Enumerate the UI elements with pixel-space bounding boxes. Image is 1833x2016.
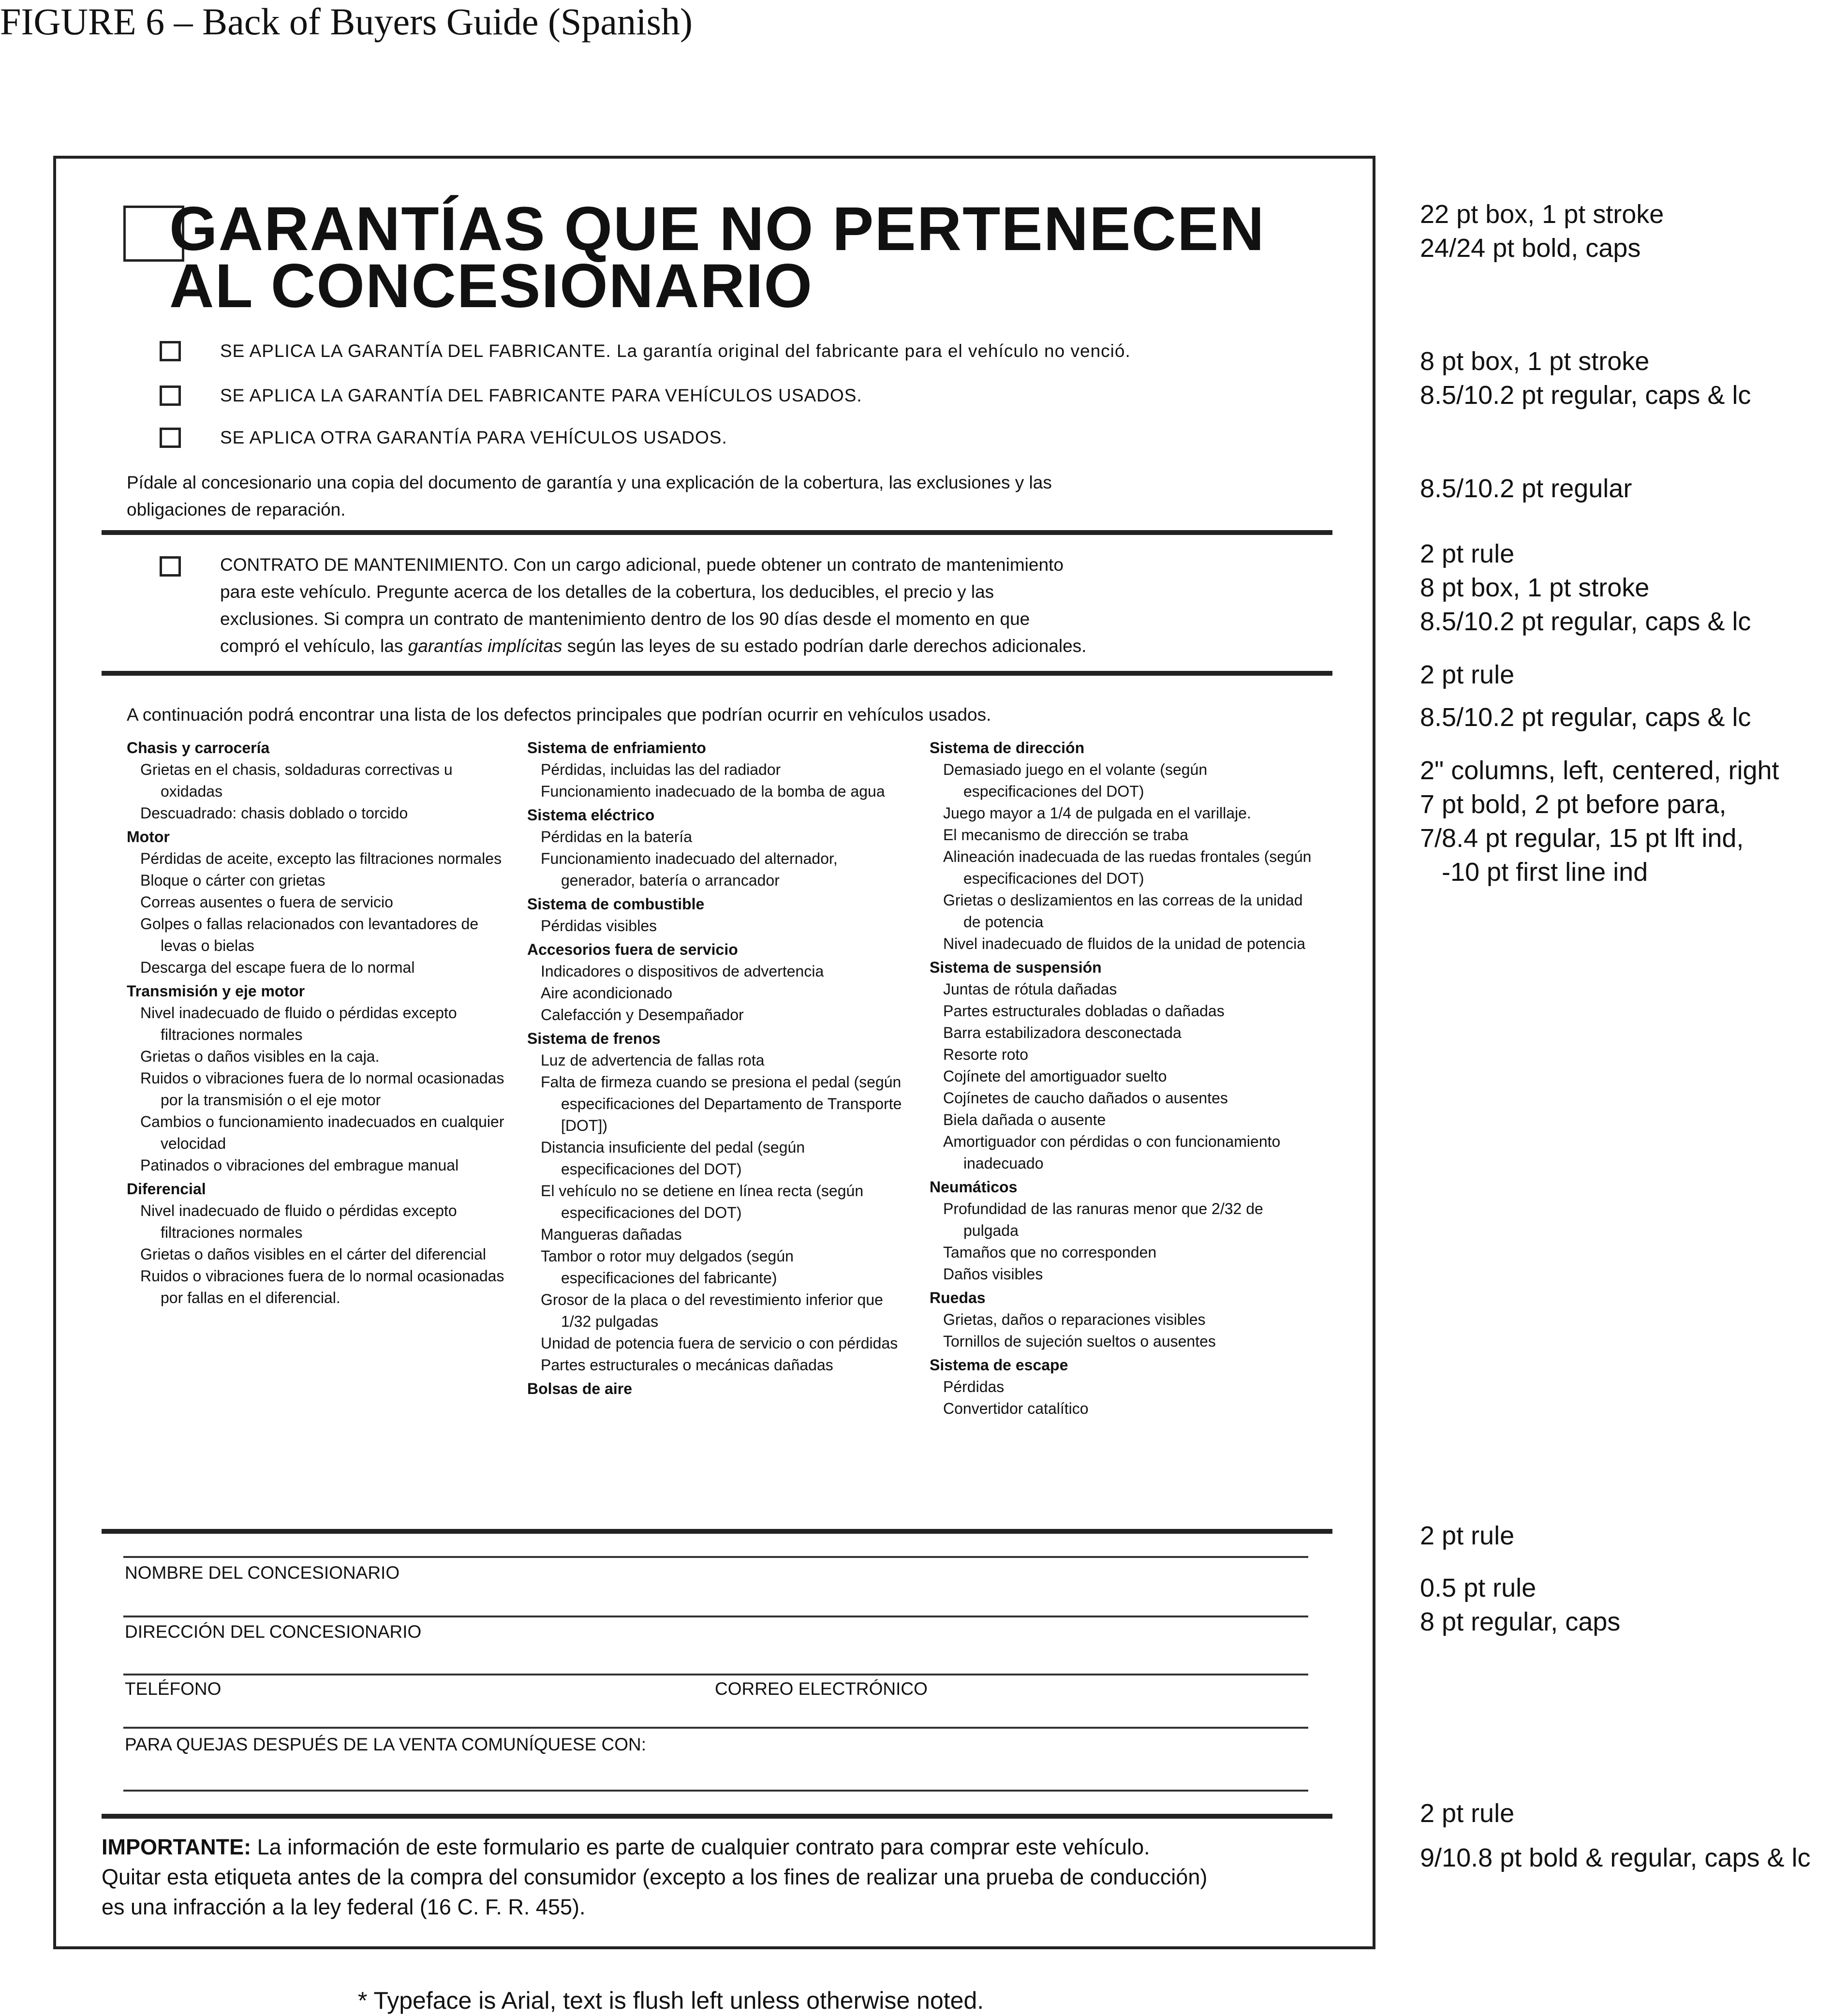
defect-item: Descuadrado: chasis doblado o torcido — [140, 804, 408, 822]
phone-label: TELÉFONO — [125, 1679, 222, 1699]
defect-item: Ruidos o vibraciones fuera de lo normal ocasionadas por la transmisión o el eje motor — [140, 1069, 504, 1109]
defect-section — [527, 737, 909, 802]
defect-item: El vehículo no se detiene en línea recta (según especificaciones del DOT) — [541, 1182, 864, 1221]
spec-note: -10 pt first line ind — [1420, 858, 1648, 887]
defect-section-title: Diferencial — [127, 1180, 206, 1198]
spec-note-heading — [1420, 197, 1833, 265]
defect-section — [127, 980, 509, 1176]
ask-line1: Pídale al concesionario una copia del documento de garantía y una explicación de la cobertura, las exclusiones y las — [127, 473, 1052, 492]
defect-item: Biela dañada o ausente — [943, 1111, 1106, 1128]
used-vehicle-manufacturer-warranty-label: SE APLICA LA GARANTÍA DEL FABRICANTE PARA VEHÍCULOS USADOS. — [220, 385, 862, 405]
defect-item: Alineación inadecuada de las ruedas frontales (según especificaciones del DOT) — [943, 848, 1312, 887]
spec-note: 8 pt regular, caps — [1420, 1607, 1621, 1636]
defect-item: Grietas en el chasis, soldaduras correctivas u oxidadas — [140, 761, 453, 800]
defect-item: Barra estabilizadora desconectada — [943, 1024, 1182, 1041]
used-vehicle-manufacturer-warranty-checkbox[interactable] — [160, 385, 181, 406]
defect-section — [930, 1176, 1312, 1285]
dealer-name-label: NOMBRE DEL CONCESIONARIO — [125, 1563, 400, 1583]
defect-item: Patinados o vibraciones del embrague manual — [140, 1156, 459, 1174]
defect-item: Correas ausentes o fuera de servicio — [140, 893, 393, 911]
defect-item: Resorte roto — [943, 1046, 1029, 1063]
defect-item: Grietas o daños visibles en la caja. — [140, 1048, 380, 1065]
defect-section-title: Ruedas — [930, 1289, 986, 1306]
defect-item: Indicadores o dispositivos de advertencia — [541, 963, 824, 980]
defect-section — [527, 939, 909, 1026]
important-line3: es una infracción a la ley federal (16 C. F. R. 455). — [102, 1895, 586, 1919]
field-rule — [123, 1556, 1308, 1558]
defect-item: Tornillos de sujeción sueltos o ausentes — [943, 1333, 1216, 1350]
divider-rule — [102, 530, 1332, 535]
page-title — [169, 194, 1265, 321]
spec-note: 9/10.8 pt bold & regular, caps & lc — [1420, 1843, 1811, 1872]
spec-note: 8.5/10.2 pt regular, caps & lc — [1420, 381, 1751, 410]
defect-section — [127, 737, 509, 824]
defect-section — [930, 1287, 1312, 1352]
defect-item: Cojínete del amortiguador suelto — [943, 1067, 1167, 1085]
defect-item: Pérdidas visibles — [541, 917, 657, 934]
defect-section — [930, 737, 1312, 955]
spec-note: 2 pt rule — [1420, 1521, 1515, 1550]
important-label: IMPORTANTE: — [102, 1835, 251, 1859]
defect-item: Funcionamiento inadecuado de la bomba de agua — [541, 783, 885, 800]
service-contract-line4-start: compró el vehículo, las — [220, 636, 408, 656]
spec-note-fields — [1420, 1571, 1833, 1639]
divider-rule — [102, 671, 1332, 676]
email-label: CORREO ELECTRÓNICO — [715, 1679, 928, 1699]
spec-note-important — [1420, 1841, 1833, 1875]
important-line1 — [102, 1832, 1340, 1862]
spec-note: 8 pt box, 1 pt stroke — [1420, 573, 1650, 602]
defect-section — [930, 957, 1312, 1174]
manufacturer-warranty-checkbox[interactable] — [160, 341, 181, 361]
defect-item: Pérdidas en la batería — [541, 828, 693, 845]
spec-note-columns — [1420, 754, 1833, 889]
defect-item: Convertidor catalítico — [943, 1400, 1089, 1417]
defect-section — [527, 1378, 909, 1400]
defect-item: Amortiguador con pérdidas o con funcionamiento inadecuado — [943, 1133, 1281, 1172]
defect-item: Partes estructurales o mecánicas dañadas — [541, 1356, 833, 1374]
defect-item: Partes estructurales dobladas o dañadas — [943, 1002, 1225, 1020]
service-contract-line1: CONTRATO DE MANTENIMIENTO. Con un cargo adicional, puede obtener un contrato de mantenimiento — [220, 555, 1064, 575]
figure-title: FIGURE 6 – Back of Buyers Guide (Spanish) — [0, 0, 693, 43]
defect-section-title: Sistema de frenos — [527, 1030, 661, 1047]
defect-item: Tamaños que no corresponden — [943, 1244, 1157, 1261]
defect-item: El mecanismo de dirección se traba — [943, 826, 1188, 844]
important-line1-text: La información de este formulario es parte de cualquier contrato para comprar este vehículo. — [251, 1835, 1150, 1859]
spec-note: 7 pt bold, 2 pt before para, — [1420, 790, 1727, 819]
defect-item: Daños visibles — [943, 1265, 1043, 1283]
defect-item: Calefacción y Desempañador — [541, 1006, 744, 1023]
spec-note-rule — [1420, 1519, 1833, 1553]
defect-item: Cojínetes de caucho dañados o ausentes — [943, 1089, 1228, 1107]
spec-note: 2 pt rule — [1420, 1799, 1515, 1828]
defect-item: Distancia insuficiente del pedal (según especificaciones del DOT) — [541, 1139, 805, 1178]
defect-section — [127, 1178, 509, 1309]
defect-item: Profundidad de las ranuras menor que 2/32 de pulgada — [943, 1200, 1263, 1239]
defect-section-title: Sistema de combustible — [527, 895, 705, 913]
complaints-contact-label: PARA QUEJAS DESPUÉS DE LA VENTA COMUNÍQUESE CON: — [125, 1734, 647, 1754]
defect-item: Pérdidas de aceite, excepto las filtraciones normales — [140, 850, 502, 867]
defect-item: Descarga del escape fuera de lo normal — [140, 959, 415, 976]
spec-note: 24/24 pt bold, caps — [1420, 234, 1641, 263]
dealer-name-field[interactable] — [123, 1616, 1308, 1617]
defect-item: Juego mayor a 1/4 de pulgada en el varillaje. — [943, 804, 1251, 822]
defect-item: Demasiado juego en el volante (según especificaciones del DOT) — [943, 761, 1208, 800]
defect-item: Grietas, daños o reparaciones visibles — [943, 1311, 1206, 1328]
spec-note: 22 pt box, 1 pt stroke — [1420, 200, 1664, 229]
spec-note-intro — [1420, 700, 1833, 734]
complaints-contact-field[interactable] — [123, 1790, 1308, 1792]
defect-item: Pérdidas — [943, 1378, 1005, 1395]
spec-note-service-contract — [1420, 537, 1833, 638]
defect-item: Nivel inadecuado de fluidos de la unidad de potencia — [943, 935, 1305, 952]
ask-line2: obligaciones de reparación. — [127, 500, 346, 519]
defect-section-title: Chasis y carrocería — [127, 739, 270, 756]
defect-item: Nivel inadecuado de fluido o pérdidas excepto filtraciones normales — [140, 1004, 457, 1043]
defect-section-title: Neumáticos — [930, 1178, 1018, 1196]
defects-column-left — [127, 735, 509, 1309]
service-contract-line4-end: según las leyes de su estado podrían darle derechos adicionales. — [562, 636, 1087, 656]
defect-item: Aire acondicionado — [541, 984, 673, 1002]
defect-section-title: Sistema de escape — [930, 1356, 1068, 1374]
defect-item: Cambios o funcionamiento inadecuados en cualquier velocidad — [140, 1113, 504, 1152]
typeface-footnote: * Typeface is Arial, text is flush left unless otherwise noted. — [358, 1987, 984, 2014]
service-contract-line4 — [220, 633, 1332, 660]
defect-section-title: Sistema eléctrico — [527, 806, 655, 824]
defect-section — [527, 804, 909, 891]
defect-section — [930, 1354, 1312, 1420]
dealer-address-label: DIRECCIÓN DEL CONCESIONARIO — [125, 1622, 422, 1642]
defect-section-title: Sistema de suspensión — [930, 959, 1102, 976]
spec-note-rule — [1420, 1796, 1833, 1830]
spec-note: 8.5/10.2 pt regular, caps & lc — [1420, 703, 1751, 732]
spec-note-options — [1420, 344, 1833, 412]
defects-column-center — [527, 735, 909, 1400]
defect-item: Nivel inadecuado de fluido o pérdidas excepto filtraciones normales — [140, 1202, 457, 1241]
spec-note: 2" columns, left, centered, right — [1420, 756, 1779, 785]
spec-note: 0.5 pt rule — [1420, 1573, 1537, 1602]
spec-note: 2 pt rule — [1420, 539, 1515, 568]
defect-item: Mangueras dañadas — [541, 1226, 682, 1243]
implied-warranties-term: garantías implícitas — [408, 636, 562, 656]
divider-rule — [102, 1529, 1332, 1534]
important-line2: Quitar esta etiqueta antes de la compra del consumidor (excepto a los fines de realizar una prueba de conducción) — [102, 1865, 1208, 1889]
spec-note: 8 pt box, 1 pt stroke — [1420, 347, 1650, 376]
divider-rule — [102, 1814, 1332, 1819]
spec-note: 7/8.4 pt regular, 15 pt lft ind, — [1420, 824, 1744, 853]
defect-item: Grosor de la placa o del revestimiento inferior que 1/32 pulgadas — [541, 1291, 883, 1330]
defect-item: Falta de firmeza cuando se presiona el pedal (según especificaciones del Departamento de Transporte [DOT]) — [541, 1073, 902, 1134]
page-title-line1: GARANTÍAS QUE NO PERTENECEN — [169, 194, 1265, 264]
defect-section-title: Sistema de dirección — [930, 739, 1085, 756]
spec-note-rule — [1420, 658, 1833, 692]
defect-item: Bloque o cárter con grietas — [140, 872, 325, 889]
service-contract-checkbox[interactable] — [160, 556, 181, 577]
page-title-line2: AL CONCESIONARIO — [169, 252, 813, 321]
defect-section — [527, 1028, 909, 1376]
phone-email-field[interactable] — [123, 1727, 1308, 1729]
dealer-address-field[interactable] — [123, 1674, 1308, 1675]
defect-item: Ruidos o vibraciones fuera de lo normal ocasionadas por fallas en el diferencial. — [140, 1267, 504, 1306]
service-contract-line2: para este vehículo. Pregunte acerca de los detalles de la cobertura, los deducibles, el precio y las — [220, 582, 994, 602]
other-used-vehicle-warranty-checkbox[interactable] — [160, 428, 181, 448]
defect-item: Funcionamiento inadecuado del alternador, generador, batería o arrancador — [541, 850, 838, 889]
defect-section — [527, 893, 909, 937]
spec-note-request — [1420, 472, 1833, 505]
defect-section-title: Motor — [127, 828, 170, 845]
defect-item: Pérdidas, incluidas las del radiador — [541, 761, 781, 778]
defects-column-right — [930, 735, 1312, 1420]
defect-item: Grietas o deslizamientos en las correas de la unidad de potencia — [943, 891, 1303, 931]
spec-note: 8.5/10.2 pt regular, caps & lc — [1420, 607, 1751, 636]
defect-section-title: Transmisión y eje motor — [127, 982, 305, 1000]
defect-item: Unidad de potencia fuera de servicio o con pérdidas — [541, 1334, 898, 1352]
defect-section — [127, 826, 509, 978]
defect-section-title: Accesorios fuera de servicio — [527, 941, 738, 958]
defect-item: Grietas o daños visibles en el cárter del diferencial — [140, 1245, 487, 1263]
important-notice — [102, 1832, 1340, 1922]
defect-section-title: Bolsas de aire — [527, 1380, 632, 1397]
defect-item: Luz de advertencia de fallas rota — [541, 1052, 765, 1069]
service-contract-text — [220, 551, 1332, 660]
defect-section-title: Sistema de enfriamiento — [527, 739, 706, 756]
defects-intro: A continuación podrá encontrar una lista de los defectos principales que podrían ocurrir en vehículos usados. — [127, 705, 991, 725]
defect-item: Tambor o rotor muy delgados (según especificaciones del fabricante) — [541, 1247, 794, 1287]
other-used-vehicle-warranty-label: SE APLICA OTRA GARANTÍA PARA VEHÍCULOS USADOS. — [220, 428, 727, 447]
defect-item: Juntas de rótula dañadas — [943, 980, 1117, 998]
manufacturer-warranty-label: SE APLICA LA GARANTÍA DEL FABRICANTE. La garantía original del fabricante para el vehículo no venció. — [220, 341, 1131, 361]
spec-note: 8.5/10.2 pt regular — [1420, 474, 1632, 503]
service-contract-line3: exclusiones. Si compra un contrato de mantenimiento dentro de los 90 días desde el momento en que — [220, 609, 1030, 629]
defect-item: Golpes o fallas relacionados con levantadores de levas o bielas — [140, 915, 479, 954]
spec-note: 2 pt rule — [1420, 660, 1515, 689]
warranty-document-request-text — [127, 469, 1336, 523]
